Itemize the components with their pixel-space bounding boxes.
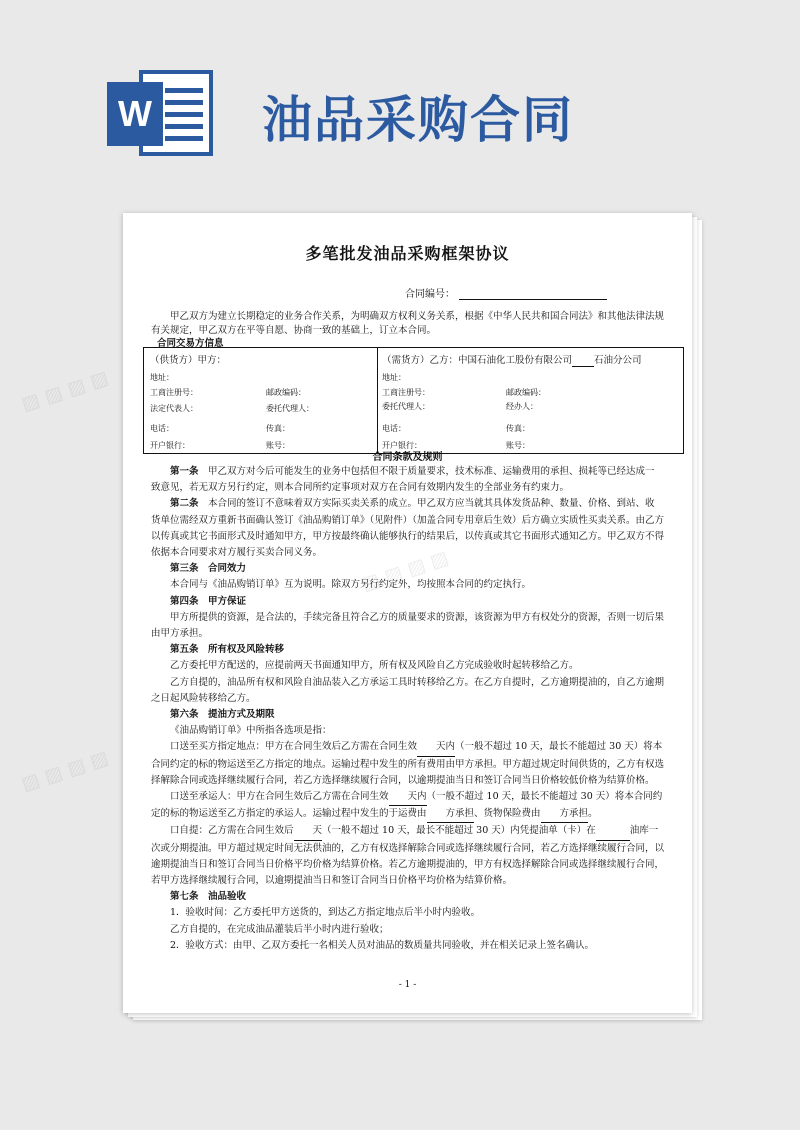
article-5-p1: 乙方委托甲方配送的，应提前两天书面通知甲方，所有权及风险自乙方完成验收时起转移给乙方。	[170, 660, 579, 672]
section-parties-label: 合同交易方信息	[157, 338, 224, 349]
article-6-head: 第六条 提油方式及期限	[170, 709, 275, 721]
section-terms-title: 合同条款及规则	[372, 452, 443, 463]
article-7-p1: 1．验收时间：乙方委托甲方送货的，到达乙方指定地点后半小时内验收。	[170, 907, 481, 919]
party-a-phone: 电话：	[150, 424, 174, 433]
article-6-p0: 《油品购销订单》中所指各选项是指：	[170, 725, 332, 737]
party-a-address: 地址：	[150, 373, 174, 382]
article-6-p1-blank: 天内	[417, 739, 455, 756]
article-6-p2-blank: 天内	[389, 789, 427, 806]
article-1-head: 第一条	[170, 466, 199, 477]
party-a-bank: 开户银行：	[150, 441, 190, 450]
party-b-handler: 经办人：	[506, 402, 538, 411]
page-title: 油品采购合同	[262, 91, 574, 149]
article-6-p3-blank: 天	[294, 823, 323, 840]
article-5-head: 第五条 所有权及风险转移	[170, 644, 285, 656]
article-6-p2-d: 。	[588, 808, 598, 820]
article-4-text: 甲方所提供的资源，是合法的，手续完备且符合乙方的质量要求的资源，该资源为甲方有权处分的资源，否则一切后果由甲方承担。	[151, 611, 665, 640]
word-logo-letter: W	[118, 93, 152, 134]
party-b-agent: 委托代理人：	[382, 402, 430, 411]
article-7-p3: 2．验收方式：由甲、乙双方委托一名相关人员对油品的数质量共同验收，并在相关记录上签名确认。	[170, 939, 595, 951]
watermark-mark: ▨ ▨ ▨ ▨	[18, 746, 112, 796]
party-a-postcode: 邮政编码：	[266, 388, 306, 397]
contract-number-label: 合同编号：	[405, 289, 455, 300]
article-6-p1-a: 口送至买方指定地点：甲方在合同生效后乙方需在合同生效	[170, 741, 418, 753]
party-info-table	[143, 347, 684, 454]
party-b-fax: 传真：	[506, 424, 530, 433]
article-6-p2-b: （一般不超过 10 天，最长不能超过 30 天）将本合同约定的标的物运送至乙方指定的承运人。运输过程中发生的于运费由	[151, 791, 663, 820]
party-b-postcode: 邮政编码：	[506, 388, 546, 397]
party-b-head	[382, 352, 642, 367]
word-document-icon	[103, 68, 215, 158]
article-3-text: 本合同与《油品购销订单》互为说明。除双方另行约定外，均按照本合同的约定执行。	[170, 579, 532, 591]
article-2	[151, 496, 664, 561]
preamble: 甲乙双方为建立长期稳定的业务合作关系，为明确双方权利义务关系，根据《中华人民共和国合同法》和其他法律法规有关规定，甲乙双方在平等自愿、协商一致的基础上，订立本合同。	[151, 311, 665, 336]
article-6-p3-depot-blank	[596, 823, 630, 840]
article-6-p1	[151, 739, 664, 789]
article-7-p2: 乙方自提的，在完成油品灌装后半小时内进行验收；	[170, 923, 389, 935]
party-a-head: （供货方）甲方：	[150, 355, 227, 366]
party-b-head-prefix: （需货方）乙方：中国石油化工股份有限公司	[382, 355, 573, 366]
page-number: - 1 -	[398, 980, 417, 990]
party-b-account: 账号：	[506, 441, 530, 450]
party-a-agent: 委托代理人：	[266, 404, 314, 413]
article-1-text: 甲乙双方对今后可能发生的业务中包括但不限于质量要求，技术标准、运输费用的承担、损耗等已经达成一致意见，若无双方另行约定，则本合同所约定事项对双方在合同有效期内发生的全部业务有约束力。	[151, 466, 655, 494]
article-6-p2-blank-2: 方承担	[427, 806, 475, 823]
article-5-p2: 乙方自提的，油品所有权和风险自油品装入乙方承运工具时转移给乙方。在乙方自提时，乙方逾期提油的，自乙方逾期之日起风险转移给乙方。	[151, 676, 665, 704]
table-divider	[377, 348, 378, 453]
article-3-head: 第三条 合同效力	[170, 563, 247, 575]
article-6-p3-a: 口自提：乙方需在合同生效后	[170, 825, 294, 837]
article-6-p2	[151, 789, 664, 823]
contract-number	[405, 285, 607, 300]
contract-body	[151, 464, 664, 954]
document-page	[123, 213, 692, 1013]
article-6-p3-b: （一般不超过 10 天，最长不能超过 30 天）内凭提油单（卡）在	[322, 825, 596, 837]
party-a-legal-rep: 法定代表人：	[150, 404, 198, 413]
party-b-head-suffix: 石油分公司	[594, 355, 642, 366]
document-title: 多笔批发油品采购框架协议	[305, 244, 510, 263]
article-6-p2-c: 、货物保险费由	[474, 808, 541, 820]
party-a-fax: 传真：	[266, 424, 290, 433]
party-b-bank: 开户银行：	[382, 441, 422, 450]
article-6-p3	[151, 823, 664, 889]
article-6-p2-blank-3: 方承担	[541, 806, 589, 823]
article-1	[151, 464, 664, 496]
party-a-reg-no: 工商注册号：	[150, 388, 198, 397]
watermark-mark: ▨ ▨ ▨ ▨	[18, 366, 112, 416]
article-7-head: 第七条 油品验收	[170, 891, 247, 903]
party-b-address: 地址：	[382, 373, 406, 382]
article-6-p1-b: （一般不超过 10 天，最长不能超过 30 天）将本合同约定的标的物运送至乙方指定的地点。运输过程中发生的所有费用由甲方承担。甲方超过规定时间供货的，乙方有权选择解除合同或选择继续履行合同，若乙方选择继续履行合同，以逾期提油当日和签订合同当日价格较低价格为结算价格。	[151, 741, 665, 786]
article-6-p2-a: 口送至承运人：甲方在合同生效后乙方需在合同生效	[170, 791, 389, 803]
article-6-p3-c: 油库一次或分期提油。甲方超过规定时间无法供油的，乙方有权选择解除合同或选择继续履行合同，若乙方选择继续履行合同，以逾期提油当日和签订合同当日价格平均价格为结算价格。若乙方逾期提油的，甲方有权选择解除合同或选择继续履行合同，若甲方选择继续履行合同，以逾期提油当日和签订合同当日价格平均价格为结算价格。	[151, 825, 665, 887]
party-b-phone: 电话：	[382, 424, 406, 433]
party-b-blank	[572, 355, 594, 367]
party-b-reg-no: 工商注册号：	[382, 388, 430, 397]
party-a-account: 账号：	[266, 441, 290, 450]
article-4-head: 第四条 甲方保证	[170, 595, 247, 607]
article-2-text: 本合同的签订不意味着双方实际买卖关系的成立。甲乙双方应当就其具体发货品种、数量、价格、到站、收货单位需经双方重新书面确认签订《油品购销订单》（见附件）（加盖合同专用章后生效）后方确立实质性买卖关系。由乙方以传真或其它书面形式及时通知甲方，甲方按最终确认能够执行的结果后，以传真或其它书面形式通知乙方。甲乙双方不得依据本合同要求对方履行买卖合同义务。	[151, 498, 665, 559]
article-2-head: 第二条	[170, 498, 199, 510]
contract-number-blank	[459, 289, 607, 300]
